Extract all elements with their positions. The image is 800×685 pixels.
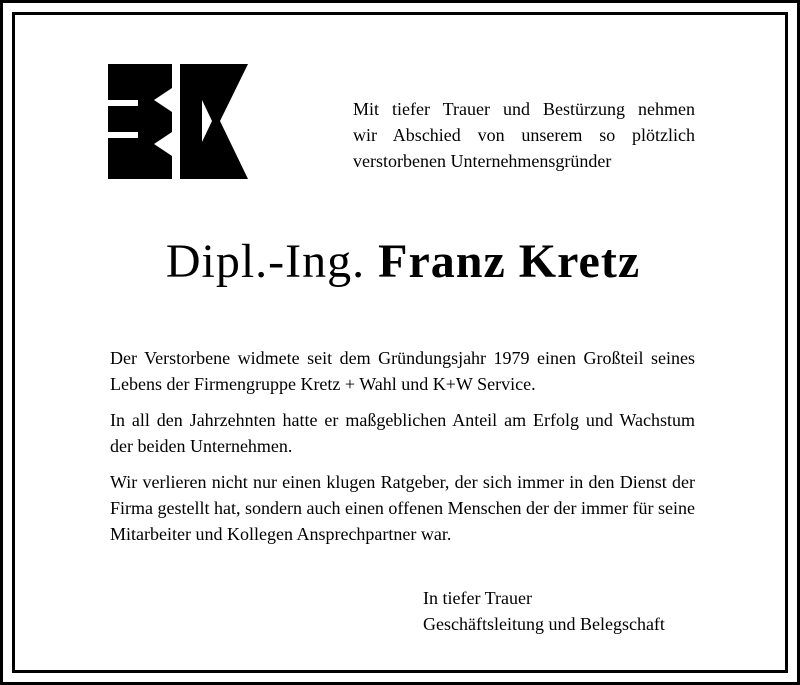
logo-left-shape — [108, 64, 172, 179]
closing-line-1: In tiefer Trauer — [423, 588, 532, 608]
full-name: Franz Kretz — [378, 235, 641, 288]
intro-line-3: verstorbenen Unternehmensgründer — [353, 151, 612, 171]
intro-line-2: wir Abschied von unserem so plötzlich — [353, 125, 695, 145]
logo-k-stem — [180, 64, 202, 179]
deceased-name — [3, 231, 800, 293]
logo-notch-bottom — [108, 132, 138, 138]
body-text — [110, 345, 695, 557]
paragraph-1: Der Verstorbene widmete seit dem Gründungsjahr 1979 einen Großteil seines Lebens der Firmengruppe Kretz + Wahl und K+W Service. — [110, 348, 695, 394]
logo-notch-top — [108, 100, 138, 106]
closing-signature — [423, 585, 665, 637]
intro-line-1: Mit tiefer Trauer und Bestürzung nehmen — [353, 99, 695, 119]
paragraph-3: Wir verlieren nicht nur einen klugen Ratgeber, der sich immer in den Dienst der Firma gestellt hat, sondern auch einen offenen Menschen der der immer für seine Mitarbeiter und Kollegen Ansprechpartner war. — [110, 472, 695, 544]
intro-text — [353, 96, 695, 174]
closing-line-2: Geschäftsleitung und Belegschaft — [423, 614, 665, 634]
academic-title: Dipl.-Ing. — [165, 235, 366, 288]
company-logo — [108, 64, 248, 179]
paragraph-2: In all den Jahrzehnten hatte er maßgeblichen Anteil am Erfolg und Wachstum der beiden Unternehmen. — [110, 410, 695, 456]
